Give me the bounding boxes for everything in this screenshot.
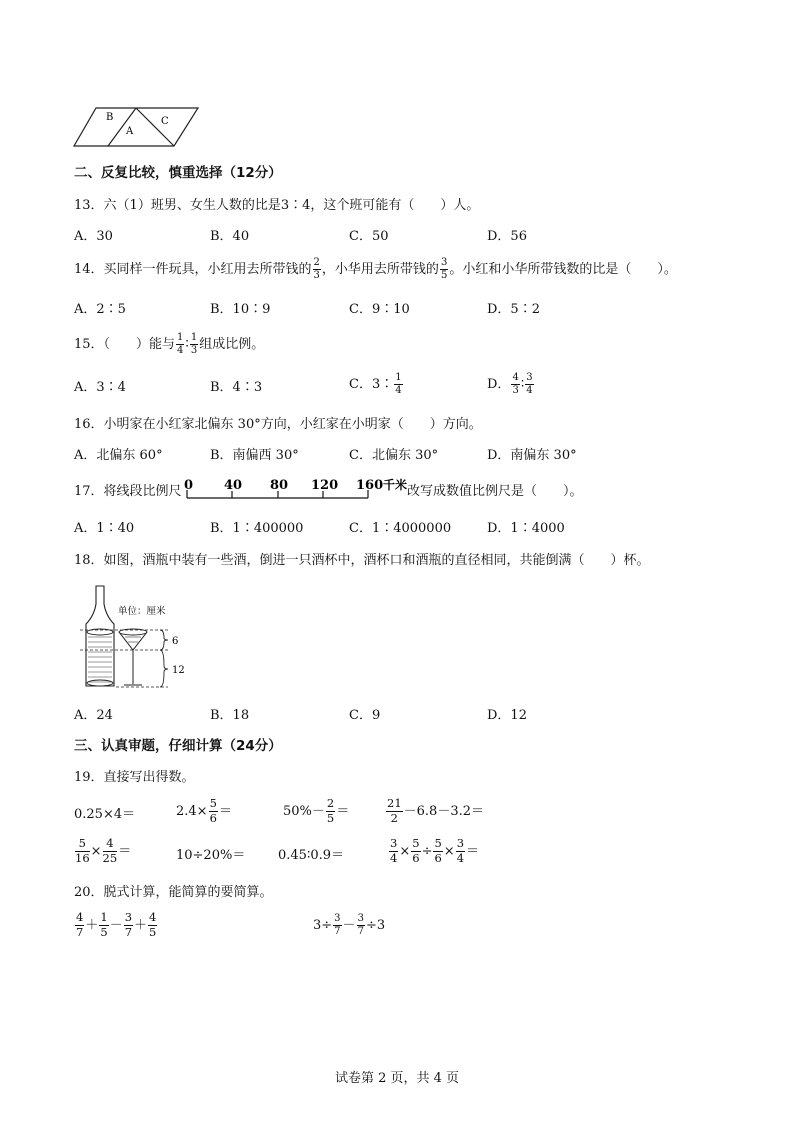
q14-option-c: C．9∶10 [349,302,410,317]
label-b: B [106,112,114,123]
scale-tick: 40 [224,478,243,493]
expr-8: $\frac{3}{4}$ × $\frac{5}{6}$ ÷ $\frac{5}{6}$ × $\frac{3}{4}$ ＝ [390,836,480,865]
scale-unit: 千米 [383,478,408,492]
question-15: 15．（ ）能与 $\frac{1}{4}$ ∶ $\frac{1}{3}$ 组成比例。 [74,332,265,356]
label-a: A [126,126,134,137]
q16-option-a: A．北偏东 60° [74,448,163,463]
fraction: $\frac{3}{4}$ [390,836,398,865]
fraction: $\frac{1}{5}$ [100,910,108,939]
section-two-title: 二、反复比较，慎重选择（12分） [74,165,282,181]
fraction: $\frac{1}{4}$ [177,332,184,356]
q16-option-c: C．北偏东 30° [349,448,439,463]
fraction: $\frac{5}{6}$ [412,836,420,865]
expr-3: 50%－ $\frac{2}{5}$ ＝ [283,796,350,825]
q17-option-d: D．1∶4000 [487,521,565,536]
q16-option-d: D．南偏东 30° [487,448,577,463]
fraction: $\frac{4}{25}$ [102,836,118,865]
fraction: $\frac{5}{16}$ [75,836,90,865]
unit-label: 单位：厘米 [118,606,166,617]
q15-option-b: B．4∶3 [210,380,263,395]
fraction: $\frac{2}{5}$ [326,796,335,825]
fraction: $\frac{4}{3}$ [512,372,519,396]
q18-option-d: D．12 [487,708,527,723]
expr-1: 0.25×4＝ [74,807,136,822]
q14-option-a: A．2∶5 [74,302,126,317]
q18-option-b: B．18 [210,708,250,723]
question-14: 14．买同样一件玩具，小红用去所带钱的 $\frac{2}{3}$ ，小华用去所带钱的 $\frac{3}{5}$ 。小红和小华所带钱数的比是（ ）。 [74,257,677,281]
expr-4: $\frac{21}{2}$ －6.8－3.2＝ [387,796,484,825]
q18-option-a: A．24 [74,708,113,723]
scale-tick: 160 [356,478,384,493]
question-20: 20．脱式计算，能简算的要简算。 [74,885,273,900]
dim-top: 6 [172,636,179,647]
scale-tick: 0 [184,478,194,493]
question-18: 18．如图，酒瓶中装有一些酒，倒进一只酒杯中，酒杯口和酒瓶的直径相同，共能倒满（ ）杯。 [74,553,650,568]
q15-option-a: A．3∶4 [74,380,126,395]
question-17-suffix: 改写成数值比例尺是（ ）。 [407,484,583,499]
fraction: $\frac{21}{2}$ [387,796,402,825]
q17-option-a: A．1∶40 [74,521,135,536]
question-16: 16．小明家在小红家北偏东 30°方向，小红家在小明家（ ）方向。 [74,417,482,432]
fraction: $\frac{3}{7}$ [334,913,341,937]
section-three-title: 三、认真审题，仔细计算（24分） [74,738,282,754]
fraction: $\frac{4}{5}$ [149,910,157,939]
line-segment-scale [182,476,412,504]
q13-option-c: C．50 [349,229,389,244]
q15-option-d: D． $\frac{4}{3}$ ∶ $\frac{3}{4}$ [487,372,533,396]
q16-option-b: B．南偏西 30° [210,448,299,463]
fraction: $\frac{4}{7}$ [76,910,84,939]
fraction: $\frac{5}{6}$ [434,836,442,865]
q13-option-d: D．56 [487,229,527,244]
q14-option-d: D．5∶2 [487,302,540,317]
q13-option-a: A．30 [74,229,113,244]
fraction: $\frac{1}{4}$ [395,372,402,396]
fraction: $\frac{1}{3}$ [190,332,198,356]
question-19: 19．直接写出得数。 [74,770,195,785]
expr-7: 0.45∶0.9＝ [278,848,345,863]
bottle-and-glass-figure [76,582,196,694]
fraction: $\frac{2}{3}$ [313,257,320,281]
scale-tick: 120 [311,478,339,493]
calc-a: $\frac{4}{7}$ ＋ $\frac{1}{5}$ － $\frac{3}{7}$ ＋ $\frac{4}{5}$ [76,910,157,939]
fraction: $\frac{3}{4}$ [456,836,465,865]
expr-2: 2.4× $\frac{5}{6}$ ＝ [176,796,232,825]
q14-option-b: B．10∶9 [210,302,271,317]
q17-option-b: B．1∶400000 [210,521,304,536]
expr-6: 10÷20%＝ [176,848,246,863]
q13-option-b: B．40 [210,229,250,244]
expr-5: $\frac{5}{16}$ × $\frac{4}{25}$ ＝ [75,836,132,865]
page-footer: 试卷第 2 页，共 4 页 [334,1071,460,1086]
q17-option-c: C．1∶4000000 [349,521,452,536]
fraction: $\frac{3}{7}$ [124,910,133,939]
fraction: $\frac{3}{5}$ [440,257,448,281]
question-17-prefix: 17．将线段比例尺 [74,484,182,499]
fraction: $\frac{5}{6}$ [209,796,217,825]
scale-tick: 80 [270,478,289,493]
parallelogram-figure [70,100,200,150]
question-13: 13．六（1）班男、女生人数的比是3∶4，这个班可能有（ ）人。 [74,198,480,213]
dim-bottom: 12 [172,665,185,676]
q18-option-c: C．9 [349,708,381,723]
calc-b: 3÷ $\frac{3}{7}$ － $\frac{3}{7}$ ÷3 [313,913,386,937]
q15-option-c: C．3∶ $\frac{1}{4}$ [349,372,402,396]
label-c: C [161,116,169,127]
fraction: $\frac{3}{7}$ [357,913,364,937]
fraction: $\frac{3}{4}$ [526,372,533,396]
